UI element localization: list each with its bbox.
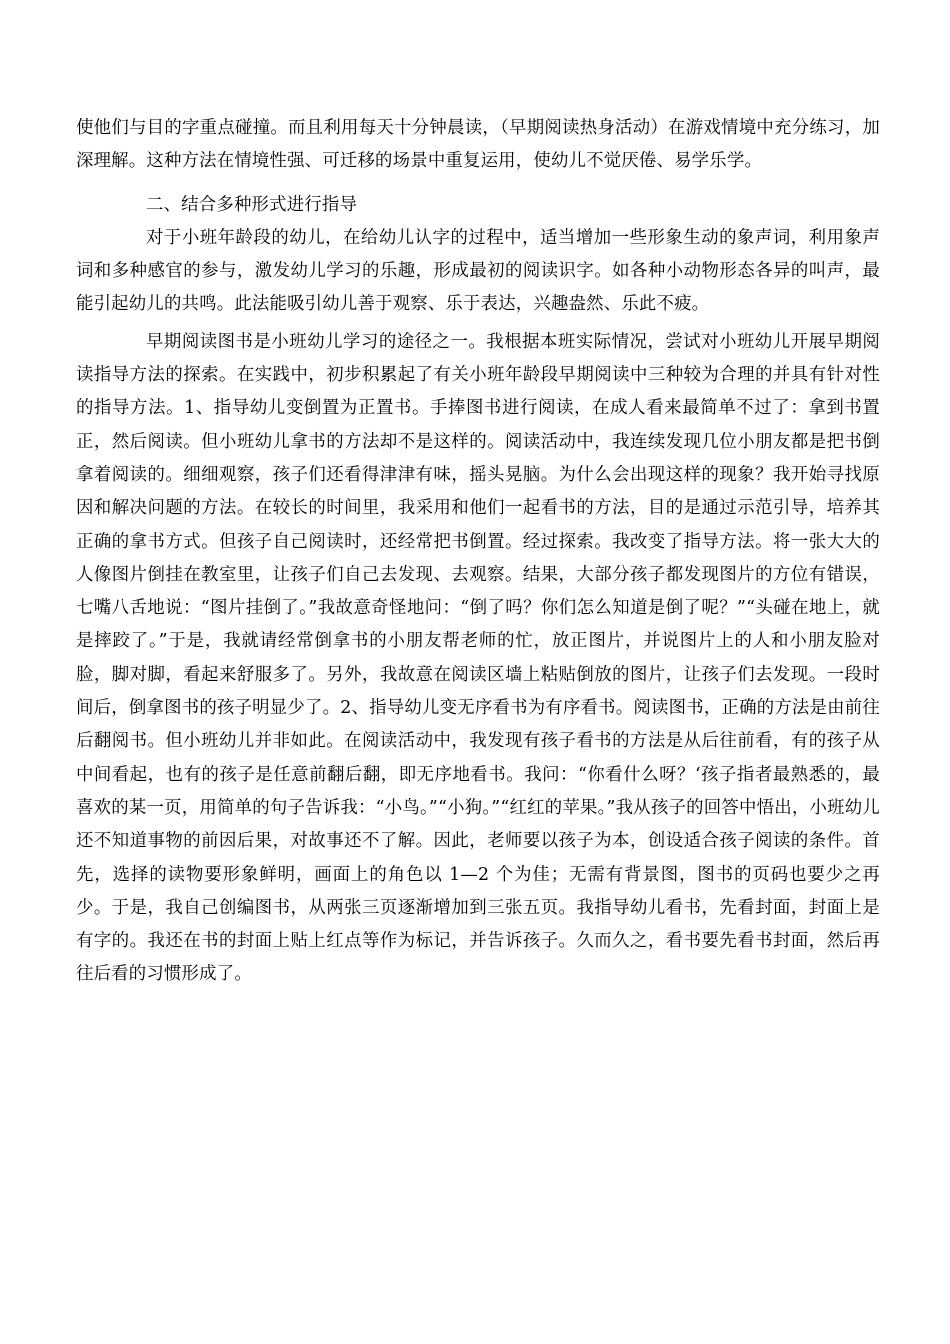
paragraph-intro-continuation: 使他们与目的字重点碰撞。而且利用每天十分钟晨读，（早期阅读热身活动）在游戏情境中充分练习，加深理解。这种方法在情境性强、可迁移的场景中重复运用，使幼儿不觉厌倦、易学乐学。 [76, 118, 880, 172]
paragraph-onomatopoeia: 对于小班年龄段的幼儿，在给幼儿认字的过程中，适当增加一些形象生动的象声词，利用象声词和多种感官的参与，激发幼儿学习的乐趣，形成最初的阅读识字。如各种小动物形态各异的叫声，最能引起幼儿的共鸣。此法能吸引幼儿善于观察、乐于表达，兴趣盎然、乐此不疲。 [76, 227, 880, 315]
document-page [76, 112, 880, 992]
section-heading: 二、结合多种形式进行指导 [146, 194, 358, 215]
paragraph-reading-guidance: 早期阅读图书是小班幼儿学习的途径之一。我根据本班实际情况，尝试对小班幼儿开展早期阅读指导方法的探索。在实践中，初步积累起了有关小班年龄段早期阅读中三种较为合理的并具有针对性的指导方法。1、指导幼儿变倒置为正置书。手捧图书进行阅读，在成人看来最简单不过了：拿到书置正，然后阅读。但小班幼儿拿书的方法却不是这样的。阅读活动中，我连续发现几位小朋友都是把书倒拿着阅读的。细细观察，孩子们还看得津津有味，摇头晃脑。为什么会出现这样的现象？我开始寻找原因和解决问题的方法。在较长的时间里，我采用和他们一起看书的方法，目的是通过示范引导，培养其正确的拿书方式。但孩子自己阅读时，还经常把书倒置。经过探索。我改变了指导方法。将一张大大的人像图片倒挂在教室里，让孩子们自己去发现、去观察。结果，大部分孩子都发现图片的方位有错误，七嘴八舌地说：“图片挂倒了。”我故意奇怪地问：“倒了吗？你们怎么知道是倒了呢？”“头碰在地上，就是摔跤了。”于是，我就请经常倒拿书的小朋友帮老师的忙，放正图片，并说图片上的人和小朋友脸对脸，脚对脚，看起来舒服多了。另外，我故意在阅读区墙上粘贴倒放的图片，让孩子们去发现。一段时间后，倒拿图书的孩子明显少了。2、指导幼儿变无序看书为有序看书。阅读图书，正确的方法是由前往后翻阅书。但小班幼儿并非如此。在阅读活动中，我发现有孩子看书的方法是从后往前看，有的孩子从中间看起，也有的孩子是任意前翻后翻，即无序地看书。我问：“你看什么呀？‘孩子指者最熟悉的，最喜欢的某一页，用简单的句子告诉我：“小鸟。”“小狗。”“红红的苹果。”我从孩子的回答中悟出，小班幼儿还不知道事物的前因后果，对故事还不了解。因此，老师要以孩子为本，创设适合孩子阅读的条件。首先，选择的读物要形象鲜明，画面上的角色以 1—2 个为佳；无需有背景图，图书的页码也要少之再少。于是，我自己创编图书，从两张三页逐渐增加到三张五页。我指导幼儿看书，先看封面，封面上是有字的。我还在书的封面上贴上红点等作为标记，并告诉孩子。久而久之，看书要先看书封面，然后再往后看的习惯形成了。 [76, 331, 880, 985]
